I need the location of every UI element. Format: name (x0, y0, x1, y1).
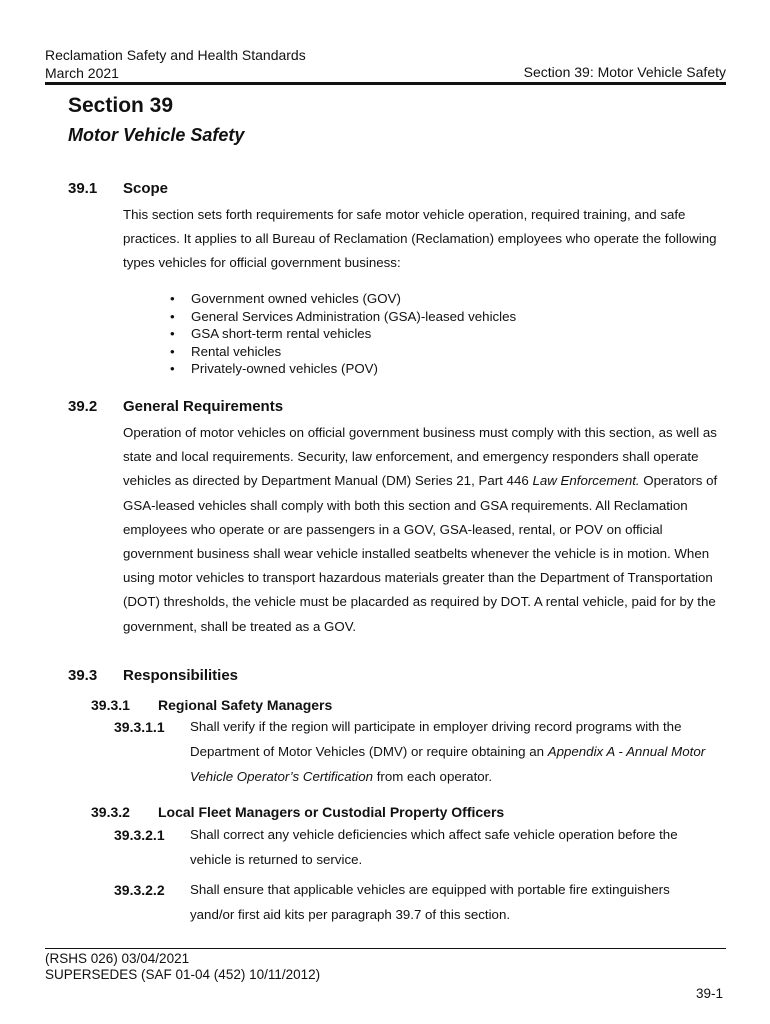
list-item: • Privately-owned vehicles (POV) (170, 360, 516, 378)
heading-39-3-number: 39.3 (68, 667, 98, 684)
header-section-ref: Section 39: Motor Vehicle Safety (523, 64, 726, 80)
heading-39-3-title: Responsibilities (123, 667, 239, 684)
footer-revision: (RSHS 026) 03/04/2021 (45, 951, 190, 966)
list-item: • Government owned vehicles (GOV) (170, 290, 516, 308)
scope-paragraph: This section sets forth requirements for safe motor vehicle operation, required training, and safe practices. It applies to all Bureau of Reclamation (Reclamation) employees who operate the following types vehicles for official government business: (123, 207, 717, 271)
vehicle-type-list (170, 290, 516, 378)
text-run: Operation of motor vehicles on official government business must comply with this section, as well as state and local requirements. Security, law enforcement, and emergency responders shall operate vehicles as directed by Department Manual (DM) Series 21, Part 446 (123, 425, 717, 489)
item-39-3-2-1-text: Shall correct any vehicle deficiencies which affect safe vehicle operation before the vehicle is returned to service. (190, 827, 678, 867)
footer-supersedes: SUPERSEDES (SAF 01-04 (452) 10/11/2012) (45, 967, 321, 982)
general-requirements-paragraph (123, 421, 727, 639)
appendix-title-italic: Appendix A - Annual Motor Vehicle Operator’s Certification (190, 744, 706, 784)
heading-39-3-2-number: 39.3.2 (91, 804, 130, 820)
item-39-3-2-2-number: 39.3.2.2 (114, 882, 165, 898)
text-run: Shall verify if the region will participate in employer driving record programs with the Department of Motor Vehicles (DMV) or require obtaining an (190, 719, 682, 759)
text-run: from each operator. (373, 769, 493, 784)
list-item: • General Services Administration (GSA)-leased vehicles (170, 308, 516, 326)
heading-39-2-title: General Requirements (123, 398, 284, 415)
item-39-3-2-1-number: 39.3.2.1 (114, 827, 165, 843)
list-item: • GSA short-term rental vehicles (170, 325, 516, 343)
heading-39-1-number: 39.1 (68, 180, 98, 197)
heading-39-3-2-title: Local Fleet Managers or Custodial Property Officers (158, 804, 505, 820)
heading-39-2-number: 39.2 (68, 398, 98, 415)
dm-title-italic: Law Enforcement. (532, 473, 640, 489)
heading-39-1-title: Scope (123, 180, 169, 197)
list-item: • Rental vehicles (170, 343, 516, 361)
header-rule (45, 82, 726, 85)
section-title: Section 39 (68, 94, 174, 117)
text-run: Operators of GSA-leased vehicles shall comply with both this section and GSA requirements. All Reclamation employees who operate or are passengers in a GOV, GSA-leased, rental, or POV on official government business shall wear vehicle installed seatbelts whenever the vehicle is in motion. When using motor vehicles to transport hazardous materials greater than the Department of Transportation (DOT) thresholds, the vehicle must be placarded as required by DOT. A rental vehicle, paid for by the government, shall be treated as a GOV. (123, 473, 718, 634)
item-39-3-1-1-text (190, 714, 710, 789)
page-number: 39-1 (695, 986, 723, 1001)
heading-39-3-1-title: Regional Safety Managers (158, 697, 333, 713)
header-doc-title: Reclamation Safety and Health Standards (45, 47, 306, 63)
section-subtitle: Motor Vehicle Safety (68, 125, 245, 145)
item-39-3-1-1-number: 39.3.1.1 (114, 719, 165, 735)
footer-rule (45, 948, 726, 949)
item-39-3-2-2-text: Shall ensure that applicable vehicles are equipped with portable fire extinguishers yand/or first aid kits per paragraph 39.7 of this section. (190, 882, 670, 922)
header-date: March 2021 (45, 65, 119, 81)
heading-39-3-1-number: 39.3.1 (91, 697, 130, 713)
